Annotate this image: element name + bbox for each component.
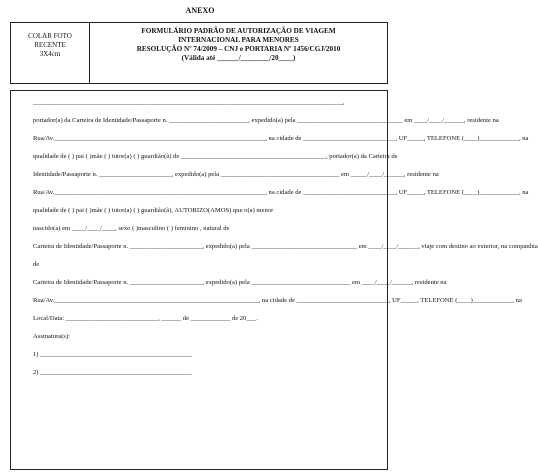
form-title: [90, 23, 387, 83]
validity-line: (Válida até ______/________/20____): [181, 54, 296, 62]
form-line: Assinatura(s):: [33, 333, 70, 340]
form-line: 2) ______________________________________________: [33, 369, 192, 376]
form-header: [10, 22, 388, 84]
photo-line: COLAR FOTO: [28, 32, 72, 40]
form-line: Rua/Av.________________________________________________________________, na cidade de ____________________________, UF_____, TELEFONE (____)____________, na: [33, 189, 529, 196]
form-line: qualidade de ( ) pai ( )mãe ( ) tutor(a) ( ) guardião(ã), AUTORIZO(AMOS) que o(a) menor: [33, 207, 274, 214]
annex-heading: ANEXO: [185, 6, 215, 15]
form-line: Local/Data: ____________________________, ______ de ____________ de 20___.: [33, 315, 258, 322]
form-line: Carteira de Identidade/Passaporte n. ______________________, expedido(a) pela ______________________________ em ____/____/______, residente na: [33, 279, 447, 286]
title-line: FORMULÁRIO PADRÃO DE AUTORIZAÇÃO DE VIAGEM: [141, 27, 336, 35]
form-line: Rua/Av.________________________________________________________________, na cidade de ____________________________, UF_____, TELEFONE (____)____________, na: [33, 135, 529, 142]
photo-placeholder: [11, 23, 90, 83]
photo-line: RECENTE: [34, 41, 66, 49]
form-line: de: [33, 261, 40, 268]
authorization-form: [10, 90, 538, 470]
form-line: Identidade/Passaporte n. ______________________, expedido(a) pela ____________________________________ em _____/____/______, residente na: [33, 171, 439, 178]
title-line: INTERNACIONAL PARA MENORES: [178, 36, 299, 44]
form-line: qualidade de ( ) pai ( )mãe ( ) tutor(a) ( ) guardião(ã) de ____________________________________________, portador(a) da Carteira de: [33, 153, 398, 160]
form-line: Rua/Av.______________________________________________________________, na cidade de ____________________________, UF_____, TELEFONE (____)____________, na: [33, 297, 522, 304]
form-line: portador(a) da Carteira de Identidade/Passaporte n. ________________________, expedido(a) pela ________________________________ em ____/____/______, residente na: [33, 117, 499, 124]
form-line: Carteira de Identidade/Passaporte n. ______________________, expedido(a) pela ________________________________ em ____/____/______, viaje com destino ao exterior, na companhia: [33, 243, 538, 250]
form-line: ______________________________________________________________________________________________,: [33, 99, 345, 106]
photo-line: 3X4cm: [39, 50, 61, 58]
form-line: nascido(a) em ____/____/____, sexo ( )masculino ( ) feminino , natural de: [33, 225, 230, 232]
form-line: 1) ______________________________________________: [33, 351, 192, 358]
title-line: RESOLUÇÃO Nº 74/2009 – CNJ e PORTARIA Nº 1456/CGJ/2010: [136, 45, 341, 53]
